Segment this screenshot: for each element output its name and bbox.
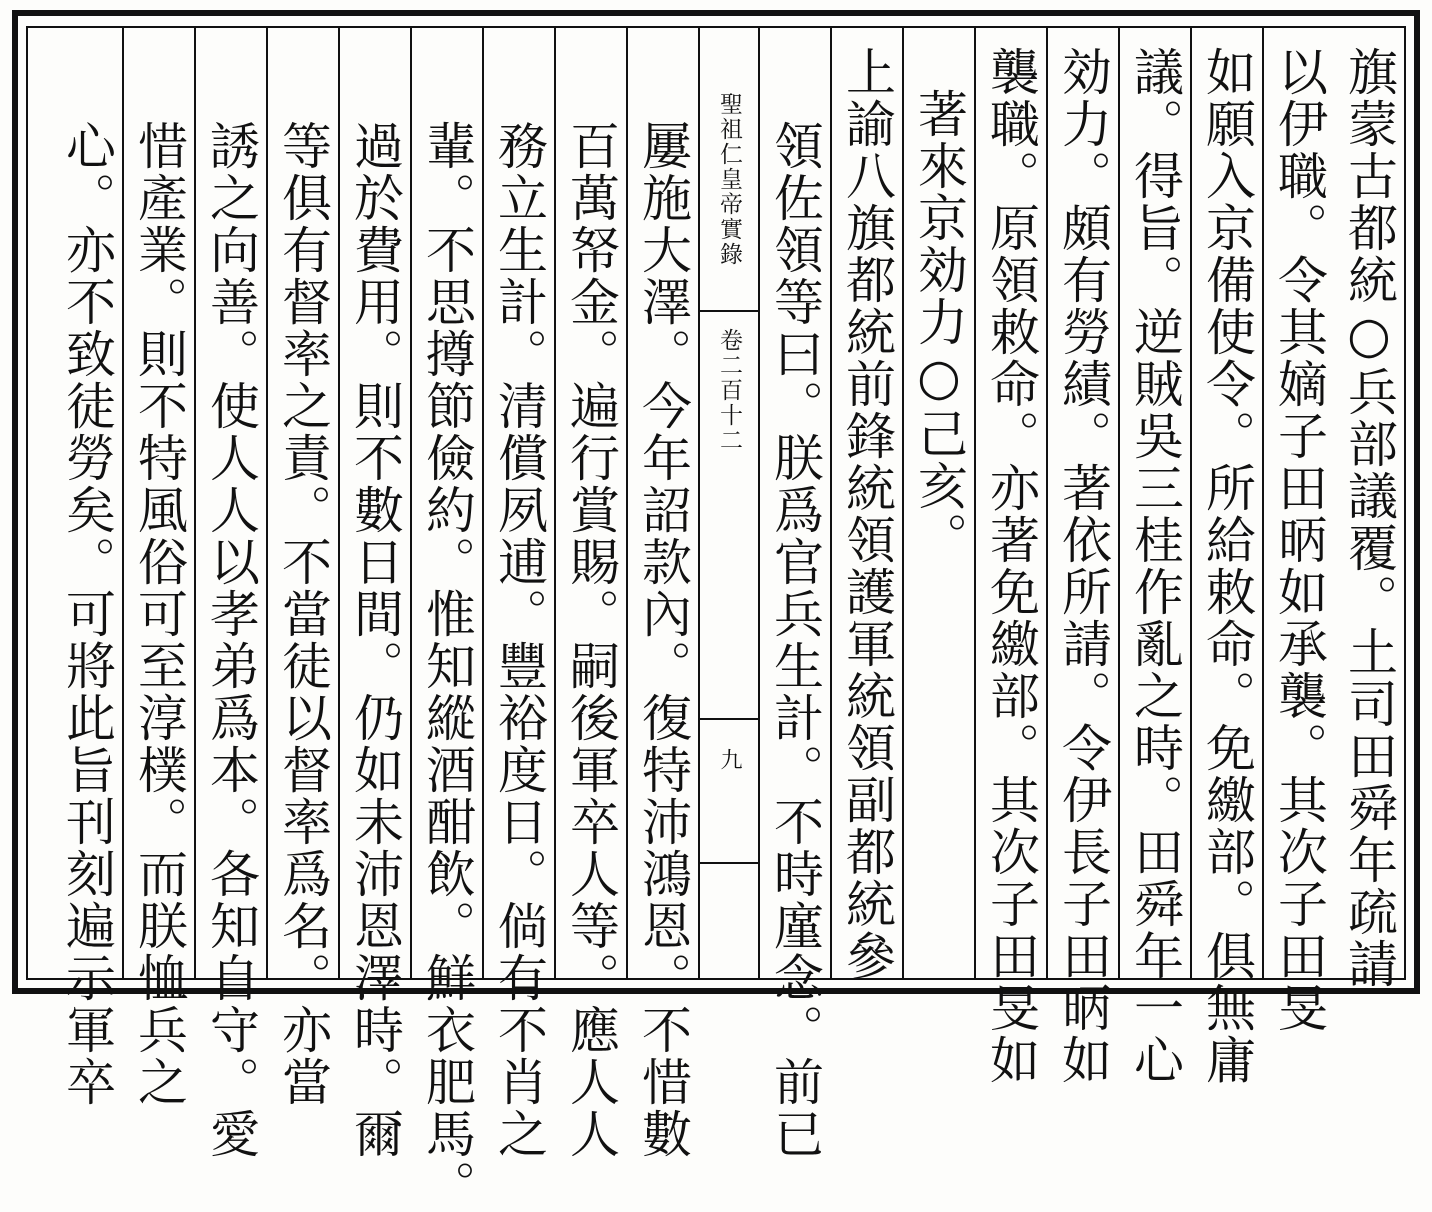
column-text: 上諭八旗都統前鋒統領護軍統領副都統參 <box>838 46 896 982</box>
text-column-13 <box>410 28 482 1212</box>
column-text: 等俱有督率之責。不當徒以督率爲名。亦當 <box>274 120 332 1108</box>
text-column-14 <box>338 28 410 1160</box>
text-column-9 <box>758 28 830 1160</box>
column-text: 如願入京備使令。所給敕命。免繳部。俱無庸 <box>1198 46 1256 1086</box>
text-column-18 <box>16 28 122 1108</box>
column-text: 心。亦不致徒勞矣。可將此旨刊刻遍示軍卒 <box>58 120 116 1108</box>
text-column-16 <box>194 28 266 1160</box>
column-text: 議。得旨。逆賊吳三桂作亂之時。田舜年一心 <box>1126 46 1184 1086</box>
divider <box>700 862 758 864</box>
text-column-2 <box>1262 28 1334 1034</box>
text-column-8 <box>830 28 902 982</box>
text-column-17 <box>122 28 194 1108</box>
divider <box>700 310 758 312</box>
column-text: 百萬帑金。遍行賞賜。嗣後軍卒人等。應人人 <box>562 120 620 1160</box>
column-text: 過於費用。則不數日間。仍如未沛恩澤時。爾 <box>346 120 404 1160</box>
text-column-12 <box>482 28 554 1160</box>
divider <box>700 718 758 720</box>
text-column-7 <box>902 28 974 978</box>
column-text: 襲職。原領敕命。亦著免繳部。其次子田旻如 <box>982 46 1040 1086</box>
text-frame <box>26 26 1406 1212</box>
text-column-1 <box>1334 28 1404 990</box>
center-fold-column <box>698 28 758 978</box>
column-text: 屢施大澤。今年詔款內。復特沛鴻恩。不惜數 <box>634 120 692 1160</box>
text-column-3 <box>1190 28 1262 1086</box>
column-text: 惜產業。則不特風俗可至淳樸。而朕恤兵之 <box>130 120 188 1108</box>
text-column-10 <box>626 28 698 1160</box>
column-text: 旗蒙古都統○兵部議覆。土司田舜年疏請 <box>1340 46 1398 990</box>
column-text: 輩。不思撙節儉約。惟知縱酒酣飲。鮮衣肥馬。 <box>418 120 476 1212</box>
document-page <box>12 10 1420 1212</box>
page-number: 九 <box>717 748 742 770</box>
column-text: 著來京効力○己亥。 <box>910 88 968 564</box>
text-column-6 <box>974 28 1046 1086</box>
column-text: 効力。頗有勞績。著依所請。令伊長子田昞如 <box>1054 46 1112 1086</box>
column-text: 以伊職。令其嫡子田昞如承襲。其次子田旻 <box>1270 46 1328 1034</box>
text-column-5 <box>1046 28 1118 1086</box>
text-column-11 <box>554 28 626 1160</box>
column-text: 務立生計。清償夙逋。豐裕度日。倘有不肖之 <box>490 120 548 1160</box>
volume-label: 卷二百十二 <box>716 328 742 453</box>
column-text: 領佐領等曰。朕爲官兵生計。不時廑念。前已 <box>766 120 824 1160</box>
text-column-15 <box>266 28 338 1108</box>
column-text: 誘之向善。使人人以孝弟爲本。各知自守。愛 <box>202 120 260 1160</box>
book-title: 聖祖仁皇帝實錄 <box>716 91 742 267</box>
text-column-4 <box>1118 28 1190 1086</box>
